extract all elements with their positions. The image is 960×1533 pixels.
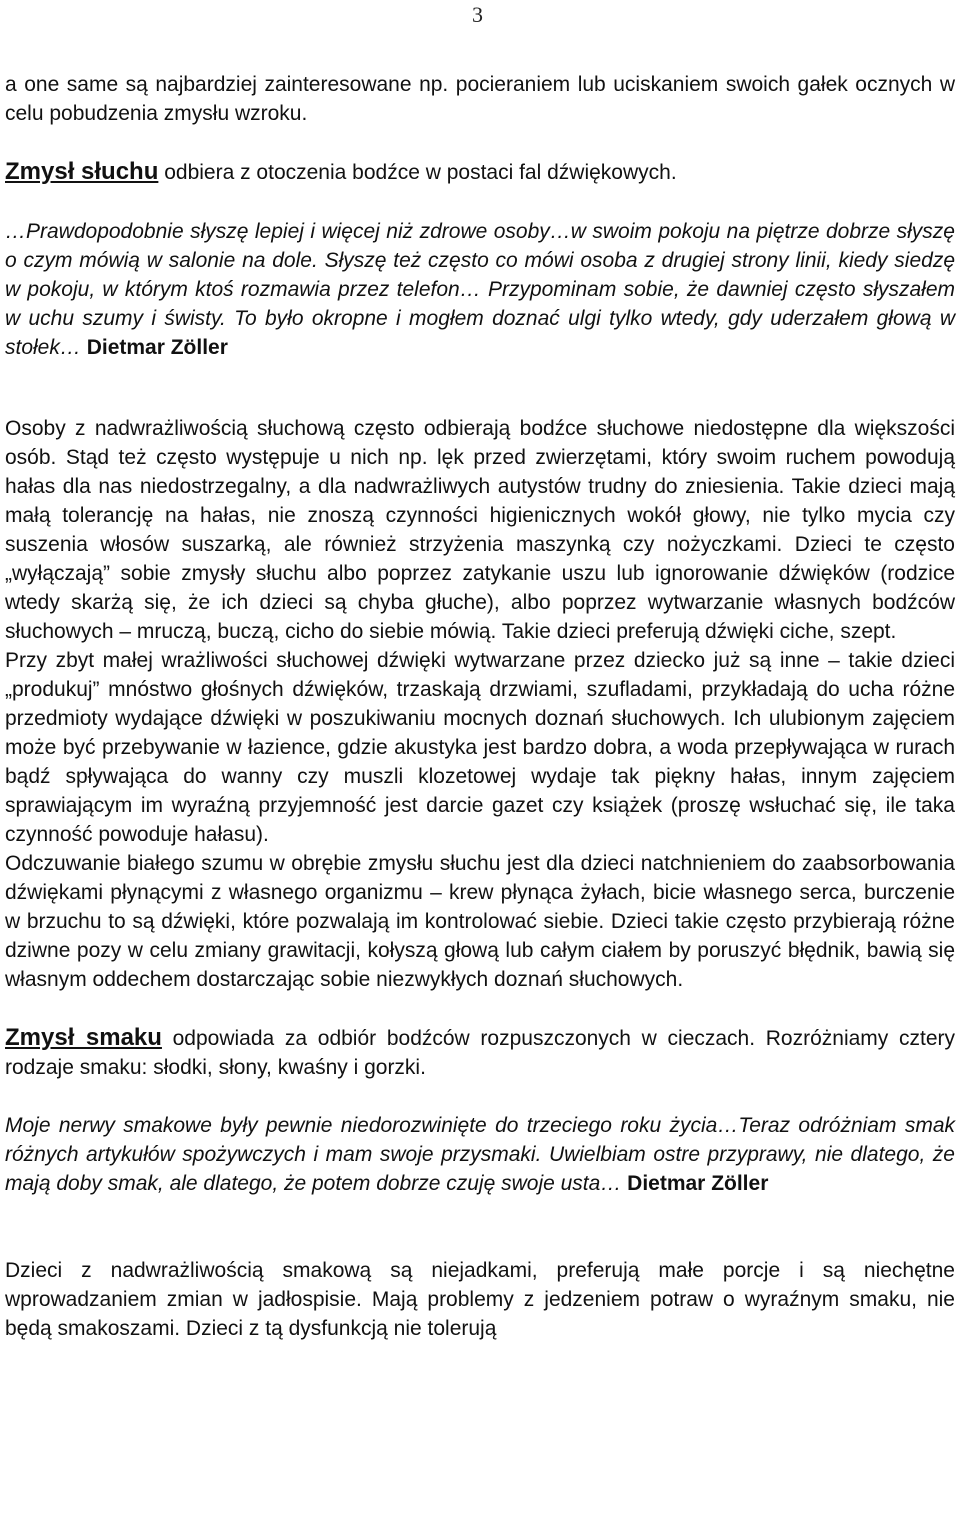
- hearing-quote-text: …Prawdopodobnie słyszę lepiej i więcej niż zdrowe osoby…w swoim pokoju na piętrze dobrze słyszę o czym mówią w salonie na dole. Słyszę też często co mówi osoba z drugiej strony linii, kiedy siedzę w pokoju, w którym ktoś rozmawia przez telefon… Przypominam sobie, że dawniej często słyszałem w uchu szumy i świsty. To było okropne i mogłem doznać ulgi tylko wtedy, gdy uderzałem głową w stołek…: [5, 220, 955, 359]
- hearing-heading: Zmysł słuchu: [5, 158, 159, 185]
- hearing-paragraph-3: Odczuwanie białego szumu w obrębie zmysłu słuchu jest dla dzieci natchnieniem do zaabsorbowania dźwiękami płynącymi z własnego organizmu – krew płynąca żyłach, bicie własnego serca, burczenie w brzuchu to są dźwięki, które pozwalają im kontrolować siebie. Dzieci takie często przybierają różne dziwne pozy w celu zmiany grawitacji, kołyszą głową lub całym ciałem by poruszyć błędnik, bawią się własnym oddechem dostarczając sobie niezwykłych doznań słuchowych.: [5, 852, 955, 991]
- hearing-quote-author: Dietmar Zöller: [80, 336, 228, 359]
- hearing-paragraph-1: Osoby z nadwrażliwością słuchową często odbierają bodźce słuchowe niedostępne dla większości osób. Stąd też często występuje u nich np. lęk przed zwierzętami, który swoim ruchem powodują hałas dla nas niedostrzegalny, a dla nadwrażliwych autystów trudny do zniesienia. Takie dzieci mają małą tolerancję na hałas, nie znoszą czynności higienicznych wokół głowy, nie tylko mycia czy suszenia włosów suszarką, ale również strzyżenia maszynką czy nożyczkami. Dzieci te często „wyłączają” sobie zmysły słuchu albo poprzez zatykanie uszu lub ignorowanie dźwięków (rodzice wtedy skarżą się, że ich dzieci są chyba głuche), albo poprzez wytwarzanie własnych bodźców słuchowych – mruczą, buczą, cicho do siebie mówią. Takie dzieci preferują dźwięki ciche, szept.: [5, 417, 955, 643]
- intro-paragraph: a one same są najbardziej zainteresowane np. pocieraniem lub uciskaniem swoich gałek ocznych w celu pobudzenia zmysłu wzroku.: [5, 73, 955, 125]
- hearing-definition: [5, 157, 955, 187]
- hearing-definition-text: odbiera z otoczenia bodźce w postaci fal dźwiękowych.: [158, 161, 677, 184]
- taste-paragraph-1: Dzieci z nadwrażliwością smakową są niejadkami, preferują małe porcje i są niechętne wprowadzaniem zmian w jadłospisie. Mają problemy z jedzeniem potraw o wyraźnym smaku, nie będą smakoszami. Dzieci z tą dysfunkcją nie tolerują: [5, 1259, 955, 1340]
- page-number: 3: [472, 2, 483, 27]
- taste-definition-text: odpowiada za odbiór bodźców rozpuszczonych w cieczach. Rozróżniamy cztery rodzaje smaku: słodki, słony, kwaśny i gorzki.: [5, 1027, 955, 1079]
- document-body: [5, 70, 955, 1343]
- taste-definition: [5, 1023, 955, 1082]
- hearing-paragraph-2: Przy zbyt małej wrażliwości słuchowej dźwięki wytwarzane przez dziecko już są inne – takie dzieci „produkuj” mnóstwo głośnych dźwięków, trzaskają drzwiami, szufladami, przykładają do ucha różne przedmioty wydające dźwięki w poszukiwaniu mocnych doznań słuchowych. Ich ulubionym zajęciem może być przebywanie w łazience, gdzie akustyka jest bardzo dobra, a woda przepływająca w rurach bądź spływająca do wanny czy muszli klozetowej wydaje tak piękny hałas, innym zajęciem sprawiającym im wyraźną przyjemność jest darcie gazet czy książek (proszę wsłuchać się, ile taka czynność powoduje hałasu).: [5, 649, 955, 846]
- taste-heading: Zmysł smaku: [5, 1024, 162, 1051]
- hearing-quote: [5, 217, 955, 362]
- taste-quote: [5, 1111, 955, 1198]
- taste-quote-author: Dietmar Zöller: [621, 1172, 769, 1195]
- taste-quote-text: Moje nerwy smakowe były pewnie niedorozwinięte do trzeciego roku życia…Teraz odróżniam smak różnych artykułów spożywczych i mam swoje przysmaki. Uwielbiam ostre przyprawy, nie dlatego, że mają doby smak, ale dlatego, że potem dobrze czuję swoje usta…: [5, 1114, 955, 1195]
